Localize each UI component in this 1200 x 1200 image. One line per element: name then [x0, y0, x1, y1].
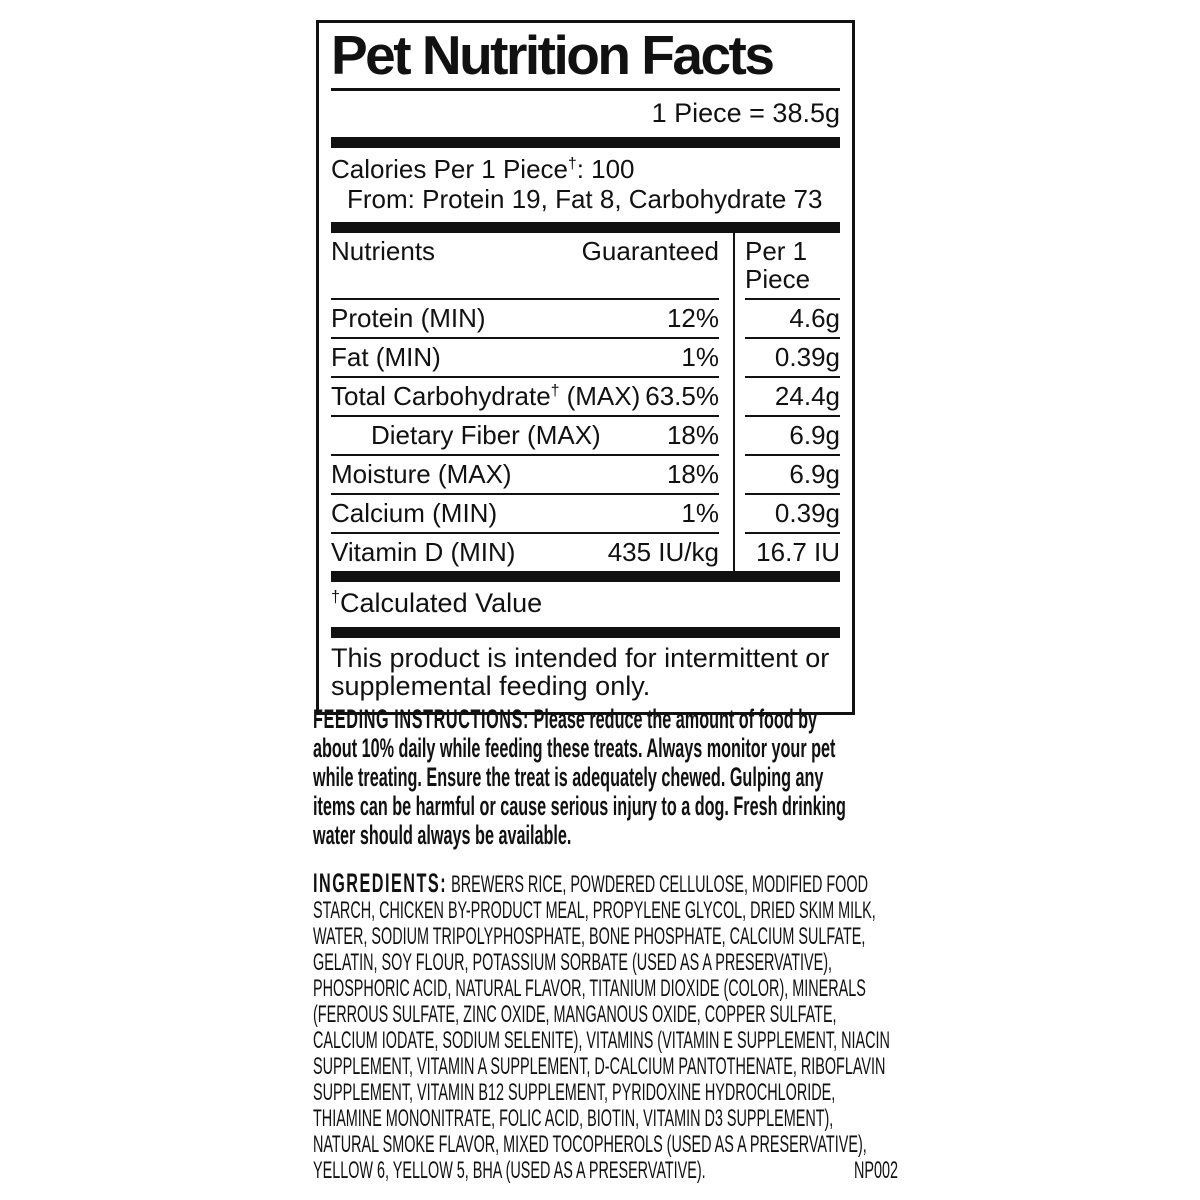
per-piece-value: 0.39g [745, 339, 840, 378]
row-total-carbohydrate [331, 378, 840, 417]
serving-size: 1 Piece = 38.5g [651, 97, 840, 128]
nutrient-name: Dietary Fiber (MAX) [371, 419, 601, 450]
guaranteed-value: 18% [666, 458, 719, 489]
guaranteed-value: 63.5% [645, 380, 719, 411]
nutrient-name: Total Carbohydrate† (MAX) [331, 380, 641, 411]
dagger-symbol: † [568, 155, 577, 173]
guaranteed-value: 1% [681, 497, 719, 528]
per-piece-value: 4.6g [745, 300, 840, 339]
feeding-instructions-heading: FEEDING INSTRUCTIONS: [313, 704, 530, 734]
product-code: NP002 [853, 1157, 898, 1184]
row-calcium [331, 495, 840, 534]
calories-section [331, 148, 840, 222]
thick-divider [331, 571, 840, 582]
nutrients-table [331, 233, 840, 571]
per-piece-value: 16.7 IU [756, 536, 840, 567]
nutrient-name: Vitamin D (MIN) [331, 536, 516, 567]
guaranteed-value: 18% [666, 419, 719, 450]
feeding-instructions-text: Please reduce the amount of food by about 10% daily while feeding these treats. Always monitor your pet while treating. Ensure the treat is adequately chewed. Gulping any items can be harmful or cause serious injury to a dog. Fresh drinking water should always be available. [313, 704, 846, 850]
per-piece-value: 24.4g [745, 378, 840, 417]
per-piece-value: 6.9g [745, 456, 840, 495]
dagger-symbol: † [331, 587, 341, 606]
nutrient-name: Fat (MIN) [331, 341, 441, 372]
ingredients-paragraph [313, 870, 898, 1184]
feeding-instructions-paragraph [313, 705, 860, 850]
calories-label: Calories Per 1 Piece [331, 153, 568, 184]
per-piece-value: 0.39g [745, 495, 840, 534]
panel-title: Pet Nutrition Facts [331, 24, 773, 86]
ingredients-heading: INGREDIENTS: [313, 868, 448, 898]
calories-line [331, 154, 840, 184]
col-header-per-piece: Per 1 Piece [745, 233, 840, 300]
feeding-instructions-section [313, 705, 861, 850]
col-header-guaranteed: Guaranteed [581, 235, 719, 266]
table-header-row [331, 233, 840, 300]
dagger-symbol: † [550, 382, 560, 400]
guaranteed-value: 1% [681, 341, 719, 372]
per-piece-value: 6.9g [745, 417, 840, 456]
thick-divider [331, 627, 840, 638]
nutrient-name: Moisture (MAX) [331, 458, 512, 489]
calculated-value-footnote: †Calculated Value [331, 587, 543, 618]
disclaimer-line: This product is intended for intermittent or [331, 642, 830, 673]
nutrition-facts-panel [316, 20, 855, 715]
thick-divider [331, 222, 840, 233]
nutrient-name: Calcium (MIN) [331, 497, 498, 528]
thick-divider [331, 137, 840, 148]
row-moisture [331, 456, 840, 495]
ingredients-text: BREWERS RICE, POWDERED CELLULOSE, MODIFIED FOOD STARCH, CHICKEN BY-PRODUCT MEAL, PROPYLENE GLYCOL, DRIED SKIM MILK, WATER, SODIUM TRIPOLYPHOSPHATE, BONE PHOSPHATE, CALCIUM SULFATE, GELATIN, SOY FLOUR, POTASSIUM SORBATE (USED AS A PRESERVATIVE), PHOSPHORIC ACID, NATURAL FLAVOR, TITANIUM DIOXIDE (COLOR), MINERALS (FERROUS SULFATE, ZINC OXIDE, MANGANOUS OXIDE, COPPER SULFATE, CALCIUM IODATE, SODIUM SELENITE), VITAMINS (VITAMIN E SUPPLEMENT, NIACIN SUPPLEMENT, VITAMIN A SUPPLEMENT, D-CALCIUM PANTOTHENATE, RIBOFLAVIN SUPPLEMENT, VITAMIN B12 SUPPLEMENT, PYRIDOXINE HYDROCHLORIDE, THIAMINE MONONITRATE, FOLIC ACID, BIOTIN, VITAMIN D3 SUPPLEMENT), NATURAL SMOKE FLAVOR, MIXED TOCOPHEROLS (USED AS A PRESERVATIVE), YELLOW 6, YELLOW 5, BHA (USED AS A PRESERVATIVE). [313, 871, 890, 1184]
calories-value: : 100 [576, 153, 635, 184]
disclaimer-line: supplemental feeding only. [331, 670, 651, 701]
col-header-nutrients: Nutrients [331, 235, 436, 266]
intermittent-feeding-disclaimer [331, 638, 840, 702]
guaranteed-value: 435 IU/kg [607, 536, 719, 567]
row-dietary-fiber [331, 417, 840, 456]
nutrient-name: Protein (MIN) [331, 302, 486, 333]
row-protein [331, 300, 840, 339]
calories-from-line: From: Protein 19, Fat 8, Carbohydrate 73 [347, 183, 823, 214]
row-vitamin-d [331, 534, 840, 571]
guaranteed-value: 12% [666, 302, 719, 333]
row-fat [331, 339, 840, 378]
ingredients-section [313, 870, 898, 1184]
